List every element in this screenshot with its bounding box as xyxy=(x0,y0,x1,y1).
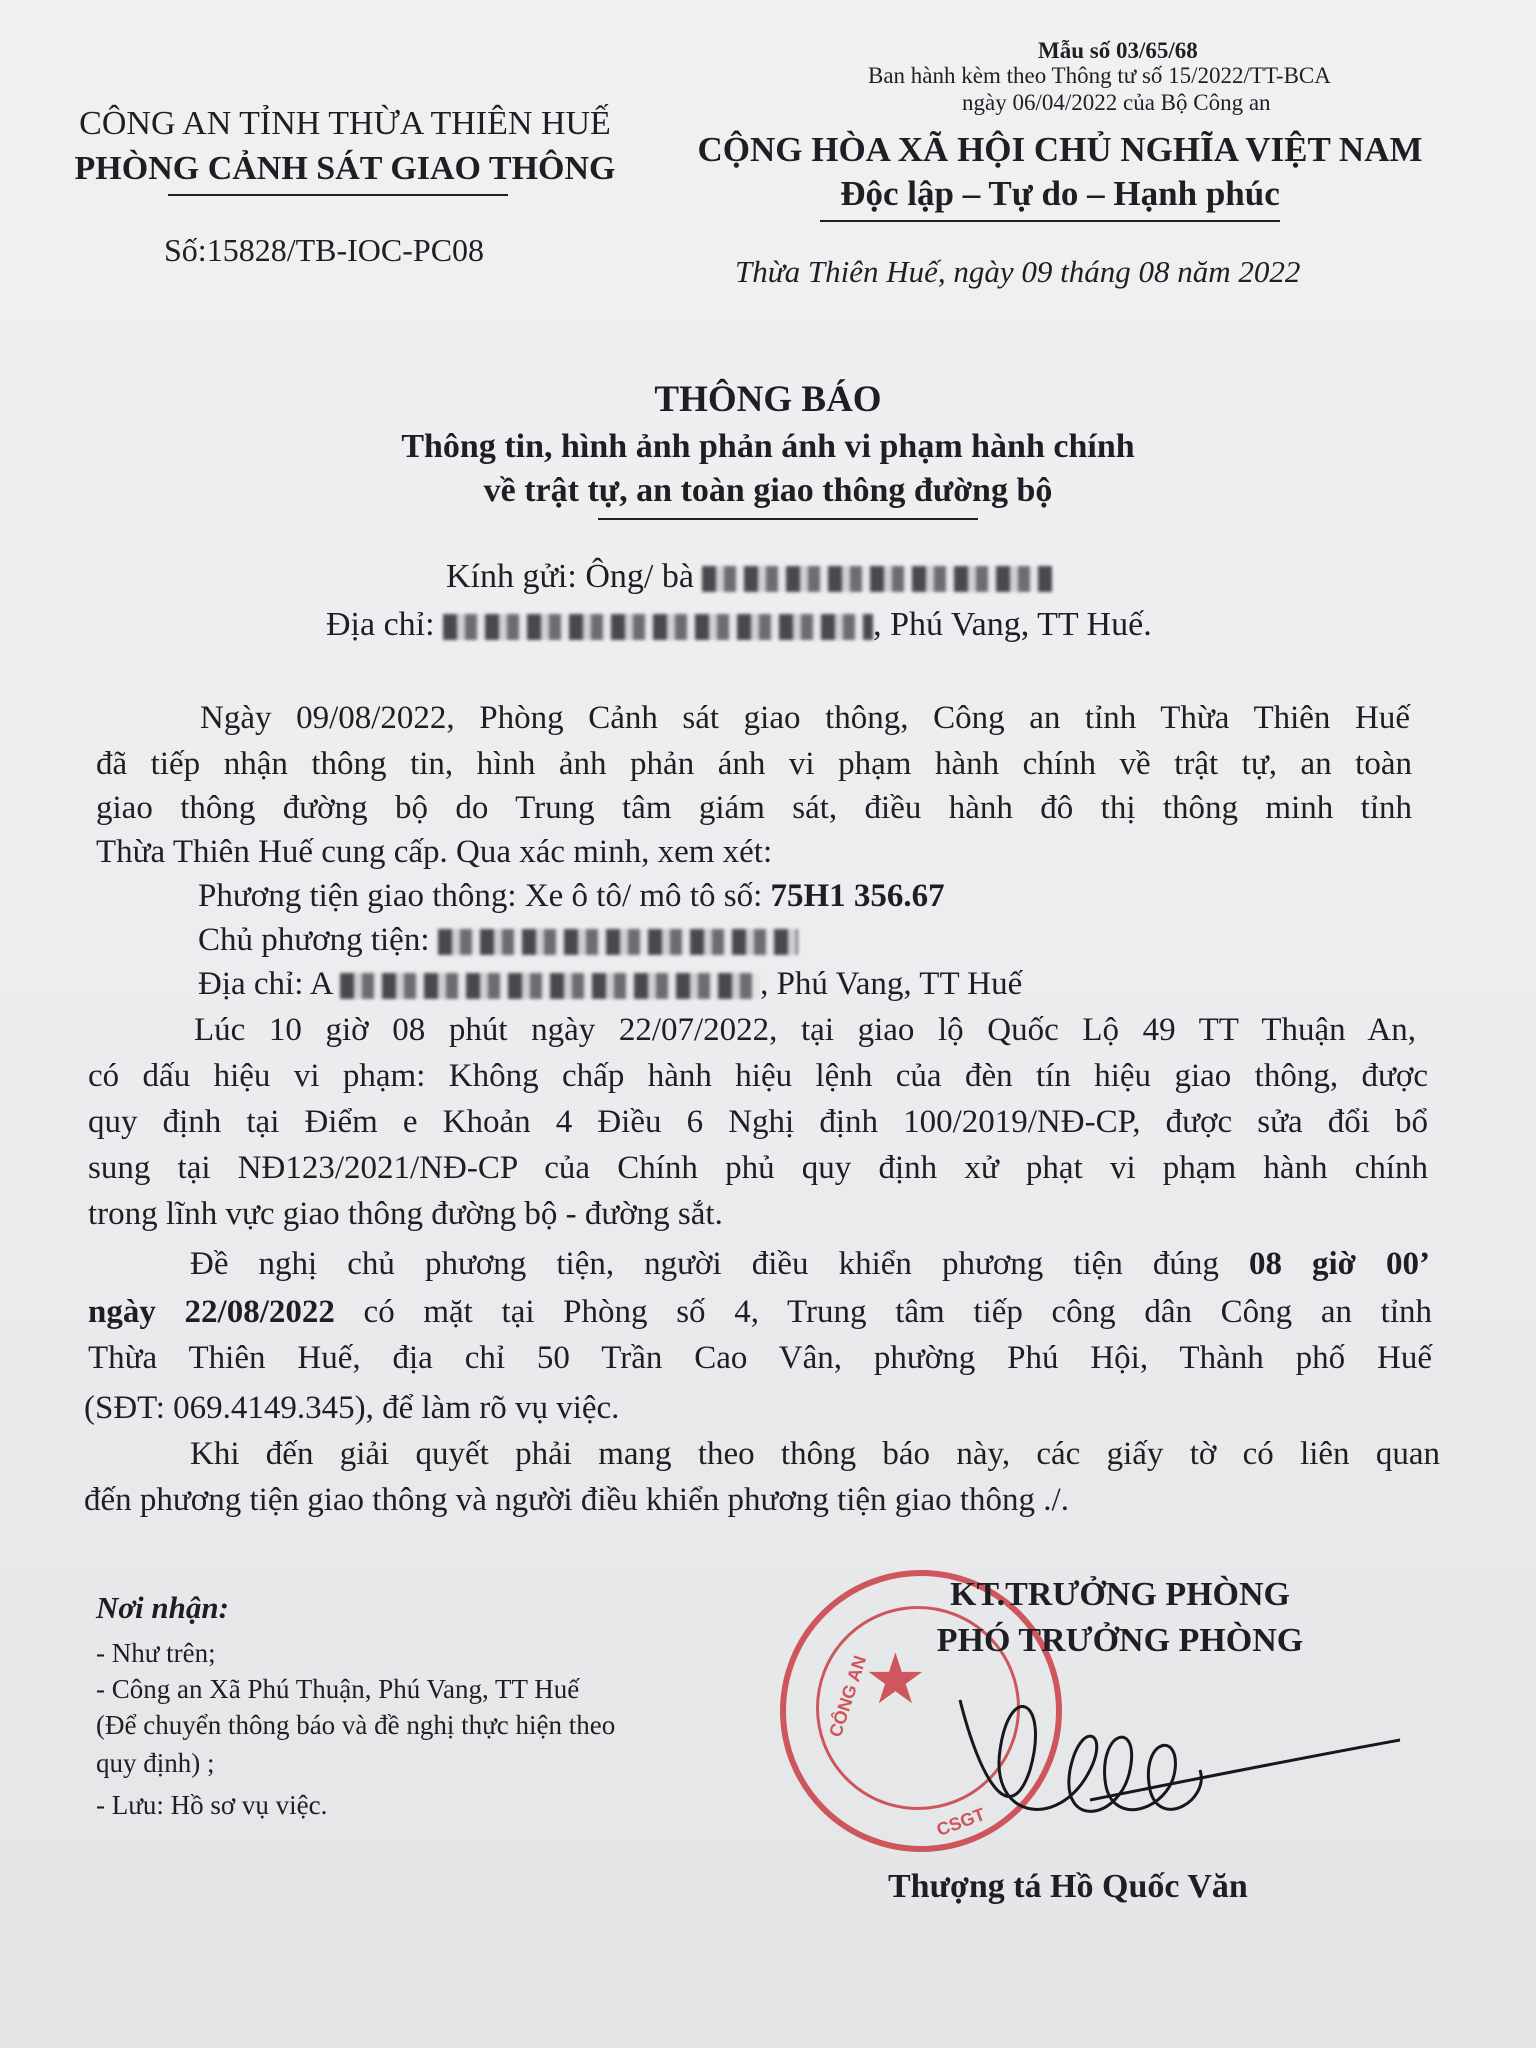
recipient-item: - Công an Xã Phú Thuận, Phú Vang, TT Huế xyxy=(96,1674,580,1704)
p2-line-4: sung tại NĐ123/2021/NĐ-CP của Chính phủ quy định xử phạt vi phạm hành chính xyxy=(88,1150,1428,1186)
stamp-text-bottom: CSGT xyxy=(933,1804,988,1840)
recipient-address xyxy=(326,606,1152,644)
nation-motto: Độc lập – Tự do – Hạnh phúc xyxy=(840,174,1280,213)
appointment-date: ngày 22/08/2022 xyxy=(88,1294,335,1330)
owner-line xyxy=(198,922,798,959)
handwritten-signature xyxy=(940,1660,1420,1850)
agency-underline xyxy=(168,194,508,196)
stamp-text-left: CÔNG AN xyxy=(825,1653,871,1740)
recipient-item: (Để chuyển thông báo và đề nghị thực hiện theo xyxy=(96,1710,616,1740)
document-title: THÔNG BÁO xyxy=(654,379,882,420)
p2-line-2: có dấu hiệu vi phạm: Không chấp hành hiệu lệnh của đèn tín hiệu giao thông, được xyxy=(88,1058,1428,1094)
nation-title: CỘNG HÒA XÃ HỘI CHỦ NGHĨA VIỆT NAM xyxy=(697,130,1423,169)
title-underline xyxy=(598,518,978,520)
star-icon: ★ xyxy=(864,1642,927,1719)
p3-line-2 xyxy=(88,1294,1432,1331)
p1-line-4: Thừa Thiên Huế cung cấp. Qua xác minh, xem xét: xyxy=(96,834,773,870)
redacted-name xyxy=(702,566,1052,592)
recipients-title: Nơi nhận: xyxy=(96,1590,229,1625)
owner-address-tail: , Phú Vang, TT Huế xyxy=(760,966,1023,1002)
vehicle-plate: 75H1 356.67 xyxy=(770,878,945,914)
vehicle-label: Phương tiện giao thông: Xe ô tô/ mô tô số: xyxy=(198,878,771,914)
recipient-greeting: Kính gửi: Ông/ bà xyxy=(446,558,694,595)
signature-title-2: PHÓ TRƯỞNG PHÒNG xyxy=(936,1622,1304,1659)
p3-l1-text: Đề nghị chủ phương tiện, người điều khiển phương tiện đúng xyxy=(190,1246,1249,1282)
issued-date: ngày 06/04/2022 của Bộ Công an xyxy=(962,90,1271,115)
vehicle-line xyxy=(198,878,945,915)
p4-line-1: Khi đến giải quyết phải mang theo thông báo này, các giấy tờ có liên quan xyxy=(190,1436,1440,1472)
subject-line-1: Thông tin, hình ảnh phản ánh vi phạm hành chính xyxy=(401,428,1135,465)
agency-name: PHÒNG CẢNH SÁT GIAO THÔNG xyxy=(74,150,616,187)
owner-address-line xyxy=(198,966,1022,1003)
p2-line-5: trong lĩnh vực giao thông đường bộ - đường sắt. xyxy=(88,1196,723,1232)
p3-l2-text: có mặt tại Phòng số 4, Trung tâm tiếp công dân Công an tỉnh xyxy=(334,1294,1432,1330)
recipient-line xyxy=(446,558,1052,596)
p3-line-3: Thừa Thiên Huế, địa chỉ 50 Trần Cao Vân, phường Phú Hội, Thành phố Huế xyxy=(88,1340,1432,1376)
form-number: Mẫu số 03/65/68 xyxy=(1038,38,1198,63)
address-tail: , Phú Vang, TT Huế. xyxy=(873,606,1152,643)
p1-line-2: đã tiếp nhận thông tin, hình ảnh phản ánh vi phạm hành chính về trật tự, an toàn xyxy=(96,746,1412,782)
appointment-time: 08 giờ 00’ xyxy=(1248,1246,1430,1282)
p3-line-1 xyxy=(190,1246,1430,1283)
recipient-item: quy định) ; xyxy=(96,1748,215,1778)
p2-line-3: quy định tại Điểm e Khoản 4 Điều 6 Nghị định 100/2019/NĐ-CP, được sửa đổi bổ xyxy=(88,1104,1428,1140)
subject-line-2: về trật tự, an toàn giao thông đường bộ xyxy=(483,472,1053,509)
p1-line-1: Ngày 09/08/2022, Phòng Cảnh sát giao thông, Công an tỉnh Thừa Thiên Huế xyxy=(200,700,1410,736)
address-label: Địa chỉ: xyxy=(326,606,435,643)
redacted-owner-address xyxy=(340,973,760,999)
signer-name: Thượng tá Hồ Quốc Văn xyxy=(888,1868,1248,1905)
motto-underline xyxy=(820,220,1280,222)
p4-line-2: đến phương tiện giao thông và người điều khiển phương tiện giao thông ./. xyxy=(84,1482,1069,1518)
agency-parent: CÔNG AN TỈNH THỪA THIÊN HUẾ xyxy=(79,105,611,142)
redacted-owner xyxy=(438,929,798,955)
p1-line-3: giao thông đường bộ do Trung tâm giám sát, điều hành đô thị thông minh tỉnh xyxy=(96,790,1412,826)
owner-address-label: Địa chỉ: A xyxy=(198,966,332,1002)
owner-label: Chủ phương tiện: xyxy=(198,922,430,958)
redacted-address xyxy=(443,614,873,640)
p3-line-4: (SĐT: 069.4149.345), để làm rõ vụ việc. xyxy=(84,1390,620,1426)
document-number: Số:15828/TB-IOC-PC08 xyxy=(164,232,485,268)
signature-title-1: KT.TRƯỞNG PHÒNG xyxy=(950,1576,1290,1613)
recipient-item: - Lưu: Hồ sơ vụ việc. xyxy=(96,1790,328,1820)
p2-line-1: Lúc 10 giờ 08 phút ngày 22/07/2022, tại giao lộ Quốc Lộ 49 TT Thuận An, xyxy=(194,1012,1416,1048)
place-date: Thừa Thiên Huế, ngày 09 tháng 08 năm 2022 xyxy=(735,254,1301,289)
issued-with: Ban hành kèm theo Thông tư số 15/2022/TT-BCA xyxy=(868,63,1331,88)
recipient-item: - Như trên; xyxy=(96,1638,216,1668)
